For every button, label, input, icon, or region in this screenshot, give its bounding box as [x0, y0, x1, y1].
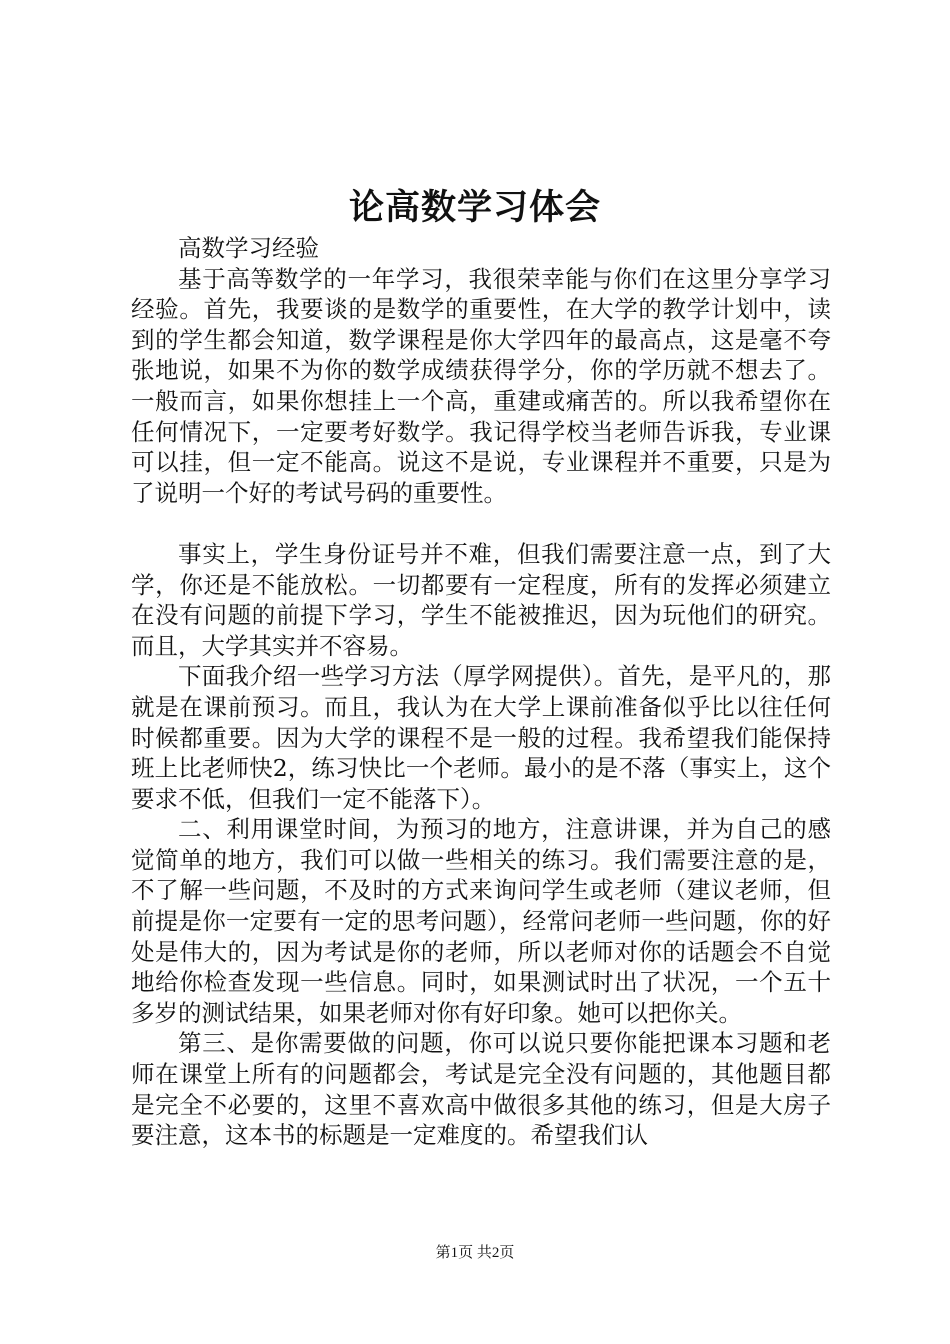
- paragraph-4: 二、利用课堂时间，为预习的地方，注意讲课，并为自己的感觉简单的地方，我们可以做一些相关的练习。我们需要注意的是，不了解一些问题，不及时的方式来询问学生或老师（建议老师，但前提是你一定要有一定的思考问题），经常问老师一些问题，你的好处是伟大的，因为考试是你的老师，所以老师对你的话题会不自觉地给你检查发现一些信息。同时，如果测试时出了状况，一个五十多岁的测试结果，如果老师对你有好印象。她可以把你关。: [131, 815, 831, 1027]
- paragraph-2: 事实上，学生身份证号并不难，但我们需要注意一点，到了大学，你还是不能放松。一切都要有一定程度，所有的发挥必须建立在没有问题的前提下学习，学生不能被推迟，因为玩他们的研究。而且，大学其实并不容易。: [131, 539, 831, 660]
- paragraph-1: 基于高等数学的一年学习，我很荣幸能与你们在这里分享学习经验。首先，我要谈的是数学的重要性，在大学的教学计划中，读到的学生都会知道，数学课程是你大学四年的最高点，这是毫不夸张地说，如果不为你的数学成绩获得学分，你的学历就不想去了。一般而言，如果你想挂上一个高，重建或痛苦的。所以我希望你在任何情况下，一定要考好数学。我记得学校当老师告诉我，专业课可以挂，但一定不能高。说这不是说，专业课程并不重要，只是为了说明一个好的考试号码的重要性。: [131, 264, 831, 507]
- page-footer: 第1页 共2页: [435, 1245, 515, 1261]
- paragraph-gap: [131, 508, 831, 539]
- document-title: 论高数学习体会: [348, 187, 601, 228]
- paragraph-3: 下面我介绍一些学习方法（厚学网提供）。首先，是平凡的，那就是在课前预习。而且，我认为在大学上课前准备似乎比以往任何时候都重要。因为大学的课程不是一般的过程。我希望我们能保持班上比老师快2，练习快比一个老师。最小的是不落（事实上，这个要求不低，但我们一定不能落下）。: [131, 662, 831, 813]
- document-body: [131, 233, 831, 1151]
- paragraph-subtitle: 高数学习经验: [178, 234, 319, 262]
- paragraph-5: 第三、是你需要做的问题，你可以说只要你能把课本习题和老师在课堂上所有的问题都会，考试是完全没有问题的，其他题目都是完全不必要的，这里不喜欢高中做很多其他的练习，但是大房子要注意，这本书的标题是一定难度的。希望我们认: [131, 1029, 831, 1150]
